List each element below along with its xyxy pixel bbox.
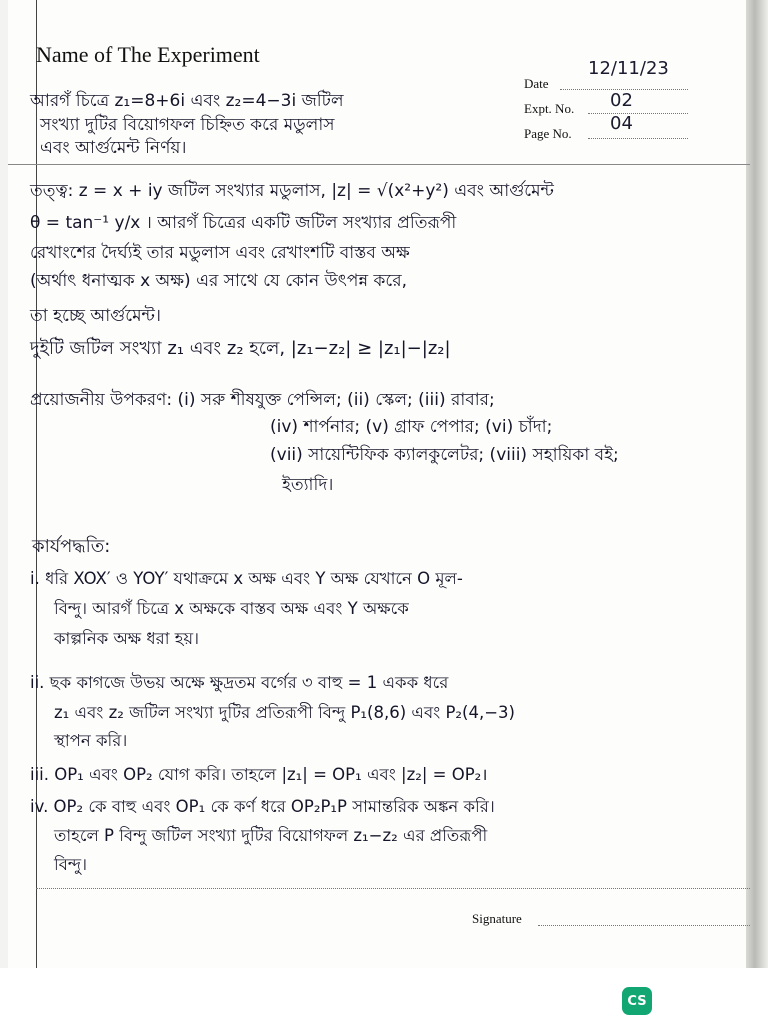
camscanner-logo: CS <box>622 987 652 1015</box>
aim-line-1: আরগঁ চিত্রে z₁=8+6i এবং z₂=4−3i জটিল <box>30 91 344 111</box>
procedure-line-3: কাল্পনিক অক্ষ ধরা হয়। <box>54 629 200 648</box>
theory-line-1: তত্ত্ব: z = x + iy জটিল সংখ্যার মডুলাস, |z| = √(x²+y²) এবং আর্গুমেন্ট <box>30 181 554 201</box>
page-no-label: Page No. <box>524 126 572 141</box>
expt-no-label: Expt. No. <box>524 101 575 116</box>
page-no-line <box>588 138 688 139</box>
signature-label: Signature <box>472 911 522 926</box>
theory-line-2: θ = tan⁻¹ y/x । আরগঁ চিত্রের একটি জটিল সংখ্যার প্রতিরূপী <box>30 213 457 233</box>
procedure-line-9: তাহলে P বিন্দু জটিল সংখ্যা দুটির বিয়োগফল z₁−z₂ এর প্রতিরূপী <box>54 826 488 845</box>
signature-line <box>538 925 750 926</box>
procedure-line-2: বিন্দু। আরগঁ চিত্রে x অক্ষকে বাস্তব অক্ষ এবং Y অক্ষকে <box>54 599 409 618</box>
procedure-line-7: iii. OP₁ এবং OP₂ যোগ করি। তাহলে |z₁| = OP₁ এবং |z₂| = OP₂। <box>30 765 488 784</box>
scan-background <box>0 968 768 1024</box>
equipment-line-1: প্রয়োজনীয় উপকরণ: (i) সরু শীষযুক্ত পেন্সিল; (ii) স্কেল; (iii) রাবার; <box>30 390 495 410</box>
theory-line-3: রেখাংশের দৈর্ঘ্যই তার মডুলাস এবং রেখাংশটি বাস্তব অক্ষ <box>30 243 410 263</box>
procedure-line-6: স্থাপন করি। <box>54 731 128 750</box>
procedure-line-8: iv. OP₂ কে বাহু এবং OP₁ কে কর্ণ ধরে OP₂P₁P সামান্তরিক অঙ্কন করি। <box>30 797 495 816</box>
page-title: Name of The Experiment <box>36 42 260 67</box>
header-divider <box>8 164 750 165</box>
margin-line <box>36 0 37 968</box>
aim-line-3: এবং আর্গুমেন্ট নির্ণয়। <box>40 138 187 158</box>
procedure-heading: কার্যপদ্ধতি: <box>32 536 111 557</box>
page-binding <box>746 0 768 968</box>
theory-line-5: তা হচ্ছে আর্গুমেন্ট। <box>30 306 161 326</box>
theory-inequality: দুইটি জটিল সংখ্যা z₁ এবং z₂ হলে, |z₁−z₂| ≥ |z₁|−|z₂| <box>30 338 451 359</box>
procedure-line-5: z₁ এবং z₂ জটিল সংখ্যা দুটির প্রতিরূপী বিন্দু P₁(8,6) এবং P₂(4,−3) <box>54 703 515 722</box>
equipment-line-2: (iv) শার্পনার; (v) গ্রাফ পেপার; (vi) চাঁদা; <box>270 417 553 437</box>
date-label: Date <box>524 76 549 91</box>
equipment-line-4: ইত্যাদি। <box>282 475 334 495</box>
date-value: 12/11/23 <box>588 58 669 79</box>
theory-line-4: (অর্থাৎ ধনাত্মক x অক্ষ) এর সাথে যে কোন উৎপন্ন করে, <box>30 271 407 291</box>
page-no-value: 04 <box>610 113 633 134</box>
expt-no-value: 02 <box>610 90 633 111</box>
expt-no-line <box>588 113 688 114</box>
procedure-line-1: i. ধরি XOX′ ও YOY′ যথাক্রমে x অক্ষ এবং Y অক্ষ যেখানে O মূল- <box>30 569 463 588</box>
procedure-line-4: ii. ছক কাগজে উভয় অক্ষে ক্ষুদ্রতম বর্গের ৩ বাহু = 1 একক ধরে <box>30 673 449 692</box>
equipment-line-3: (vii) সায়েন্টিফিক ক্যালকুলেটর; (viii) সহায়িকা বই; <box>270 445 619 465</box>
aim-line-2: সংখ্যা দুটির বিয়োগফল চিহ্নিত করে মডুলাস <box>40 115 335 135</box>
footer-divider <box>36 888 750 889</box>
procedure-line-10: বিন্দু। <box>54 855 88 874</box>
